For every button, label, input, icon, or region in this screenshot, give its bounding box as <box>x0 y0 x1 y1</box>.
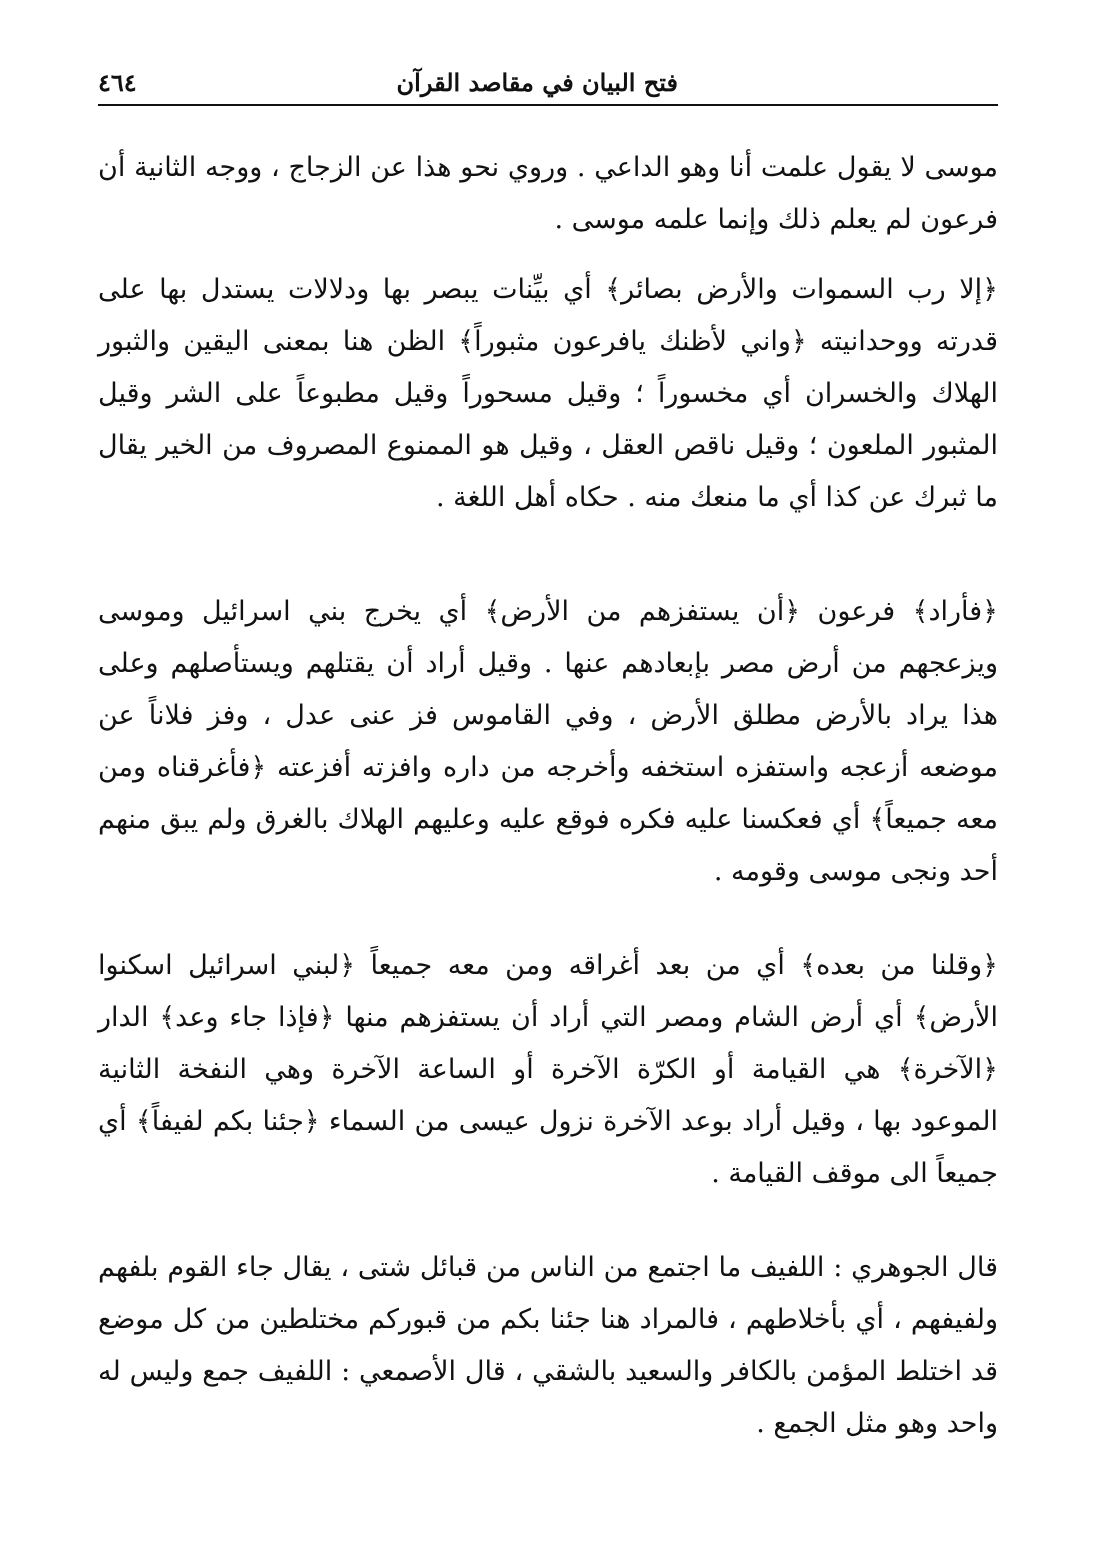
page-number: ٤٦٤ <box>98 68 137 97</box>
book-title: فتح البيان في مقاصد القرآن <box>396 68 678 97</box>
paragraph-1: موسى لا يقول علمت أنا وهو الداعي . وروي نحو هذا عن الزجاج ، ووجه الثانية أن فرعون لم يعلم ذلك وإنما علمه موسى . <box>98 152 998 235</box>
running-header <box>98 62 998 106</box>
paragraph-3: ﴿فأراد﴾ فرعون ﴿أن يستفزهم من الأرض﴾ أي يخرج بني اسرائيل وموسى ويزعجهم من أرض مصر بإبعادهم عنها . وقيل أراد أن يقتلهم ويستأصلهم وعلى هذا يراد بالأرض مطلق الأرض ، وفي القاموس فز عنى عدل ، وفز فلاناً عن موضعه أزعجه واستفزه استخفه وأخرجه من داره وافزته أفزعته ﴿فأغرقناه ومن معه جميعاً﴾ أي فعكسنا عليه فكره فوقع عليه وعليهم الهلاك بالغرق ولم يبق منهم أحد ونجى موسى وقومه . <box>98 596 998 887</box>
page-body <box>98 142 998 1450</box>
paragraph-4: ﴿وقلنا من بعده﴾ أي من بعد أغراقه ومن معه جميعاً ﴿لبني اسرائيل اسكنوا الأرض﴾ أي أرض الشام ومصر التي أراد أن يستفزهم منها ﴿فإذا جاء وعد﴾ الدار ﴿الآخرة﴾ هي القيامة أو الكرّة الآخرة أو الساعة الآخرة وهي النفخة الثانية الموعود بها ، وقيل أراد بوعد الآخرة نزول عيسى من السماء ﴿جئنا بكم لفيفاً﴾ أي جميعاً الى موقف القيامة . <box>98 950 998 1189</box>
paragraph-2: ﴿إلا رب السموات والأرض بصائر﴾ أي بيِّنات يبصر بها ودلالات يستدل بها على قدرته ووحدانيته ﴿واني لأظنك يافرعون مثبوراً﴾ الظن هنا بمعنى اليقين والثبور الهلاك والخسران أي مخسوراً ؛ وقيل مسحوراً وقيل مطبوعاً على الشر وقيل المثبور الملعون ؛ وقيل ناقص العقل ، وقيل هو الممنوع المصروف من الخير يقال ما ثبرك عن كذا أي ما منعك منه . حكاه أهل اللغة . <box>98 274 998 513</box>
paragraph-5: قال الجوهري : اللفيف ما اجتمع من الناس من قبائل شتى ، يقال جاء القوم بلفهم ولفيفهم ، أي بأخلاطهم ، فالمراد هنا جئنا بكم من قبوركم مختلطين من كل موضع قد اختلط المؤمن بالكافر والسعيد بالشقي ، قال الأصمعي : اللفيف جمع وليس له واحد وهو مثل الجمع . <box>98 1252 998 1439</box>
